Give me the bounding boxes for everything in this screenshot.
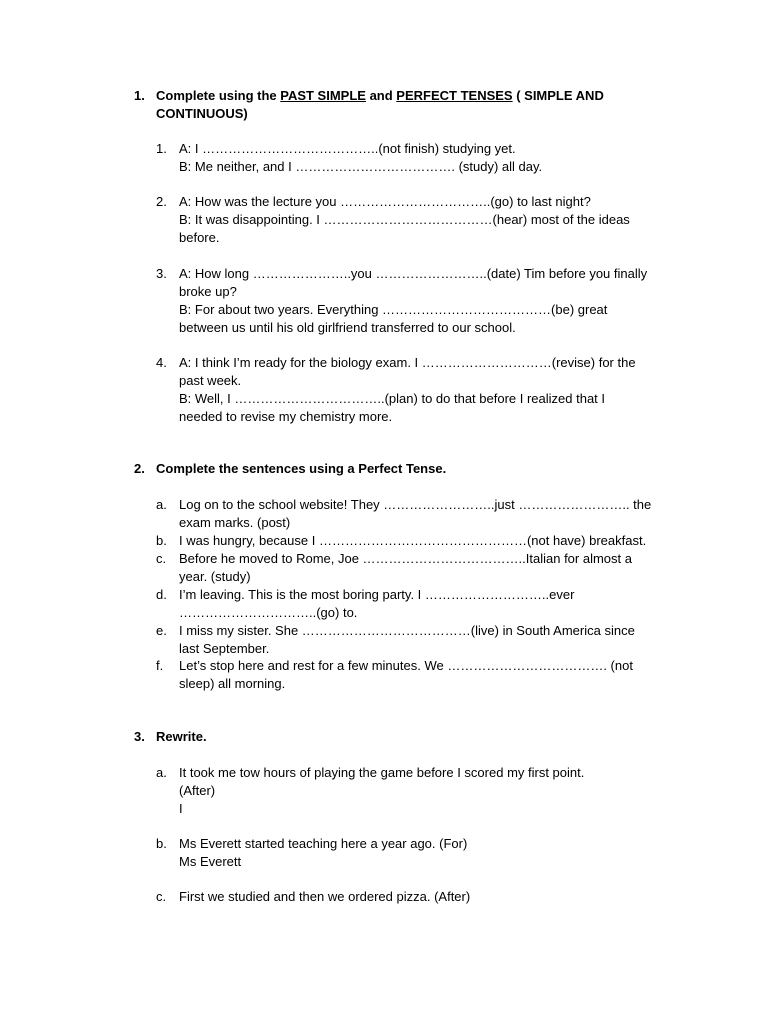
section-3-heading bbox=[134, 728, 624, 746]
item-line: broke up? bbox=[179, 284, 237, 299]
item-line: A: How long …………………..you ……………………..(date) Tim before you finally bbox=[179, 266, 648, 281]
item-marker: 1. bbox=[156, 141, 167, 156]
item-marker: 2. bbox=[156, 194, 167, 209]
item-line: between us until his old girlfriend transferred to our school. bbox=[179, 320, 516, 335]
exercise-item bbox=[156, 354, 656, 426]
section-number: 2. bbox=[134, 461, 145, 476]
exercise-item bbox=[156, 140, 656, 176]
item-line: last September. bbox=[179, 641, 270, 656]
item-line: …………………………..(go) to. bbox=[179, 605, 358, 620]
item-line: It took me tow hours of playing the game before I scored my first point. bbox=[179, 765, 585, 780]
item-line: year. (study) bbox=[179, 569, 251, 584]
exercise-item bbox=[156, 496, 656, 532]
item-line: B: Me neither, and I ………………………………. (study) all day. bbox=[179, 159, 543, 174]
exercise-item bbox=[156, 586, 656, 622]
item-marker: f. bbox=[156, 658, 164, 673]
item-line: I’m leaving. This is the most boring party. I ………………………..ever bbox=[179, 587, 575, 602]
section-number: 1. bbox=[134, 88, 145, 103]
item-line: sleep) all morning. bbox=[179, 676, 286, 691]
item-line: (After) bbox=[179, 783, 216, 798]
item-line: past week. bbox=[179, 373, 242, 388]
section-title: Complete the sentences using a Perfect Tense. bbox=[156, 461, 447, 476]
section-2-heading bbox=[134, 460, 624, 478]
exercise-item bbox=[156, 265, 656, 337]
item-line: needed to revise my chemistry more. bbox=[179, 409, 393, 424]
exercise-item bbox=[156, 532, 656, 550]
section-title: Complete using the PAST SIMPLE and PERFECT TENSES ( SIMPLE AND CONTINUOUS) bbox=[156, 88, 604, 121]
item-line: Ms Everett started teaching here a year ago. (For) bbox=[179, 836, 468, 851]
item-line: I miss my sister. She …………………………………(live) in South America since bbox=[179, 623, 635, 638]
item-marker: 3. bbox=[156, 266, 167, 281]
item-marker: d. bbox=[156, 587, 167, 602]
exercise-item bbox=[156, 622, 656, 658]
section-number: 3. bbox=[134, 729, 145, 744]
section-1-heading bbox=[134, 87, 624, 123]
exercise-item bbox=[156, 193, 656, 247]
exercise-item bbox=[156, 888, 656, 906]
exercise-item bbox=[156, 835, 656, 871]
exercise-item bbox=[156, 550, 656, 586]
item-line: before. bbox=[179, 230, 220, 245]
item-marker: b. bbox=[156, 533, 167, 548]
item-line: I was hungry, because I …………………………………………(not have) breakfast. bbox=[179, 533, 647, 548]
item-line: Before he moved to Rome, Joe ………………………………..Italian for almost a bbox=[179, 551, 632, 566]
item-marker: a. bbox=[156, 765, 167, 780]
item-marker: 4. bbox=[156, 355, 167, 370]
item-line: A: How was the lecture you ……………………………..(go) to last night? bbox=[179, 194, 591, 209]
item-marker: c. bbox=[156, 551, 167, 566]
exercise-item bbox=[156, 764, 656, 818]
item-line: First we studied and then we ordered pizza. (After) bbox=[179, 889, 471, 904]
item-marker: c. bbox=[156, 889, 167, 904]
item-line: A: I think I’m ready for the biology exam. I …………………………(revise) for the bbox=[179, 355, 636, 370]
item-line: exam marks. (post) bbox=[179, 515, 291, 530]
item-marker: e. bbox=[156, 623, 167, 638]
exercise-item bbox=[156, 657, 656, 693]
item-line: I bbox=[179, 801, 183, 816]
item-line: A: I …………………………………..(not finish) studying yet. bbox=[179, 141, 516, 156]
section-title: Rewrite. bbox=[156, 729, 207, 744]
item-line: Ms Everett bbox=[179, 854, 242, 869]
item-marker: a. bbox=[156, 497, 167, 512]
item-line: B: Well, I ……………………………..(plan) to do that before I realized that I bbox=[179, 391, 606, 406]
item-line: B: It was disappointing. I …………………………………(hear) most of the ideas bbox=[179, 212, 630, 227]
item-marker: b. bbox=[156, 836, 167, 851]
item-line: B: For about two years. Everything …………………………………(be) great bbox=[179, 302, 608, 317]
item-line: Log on to the school website! They ……………………..just …………………….. the bbox=[179, 497, 652, 512]
item-line: Let’s stop here and rest for a few minutes. We ………………………………. (not bbox=[179, 658, 633, 673]
